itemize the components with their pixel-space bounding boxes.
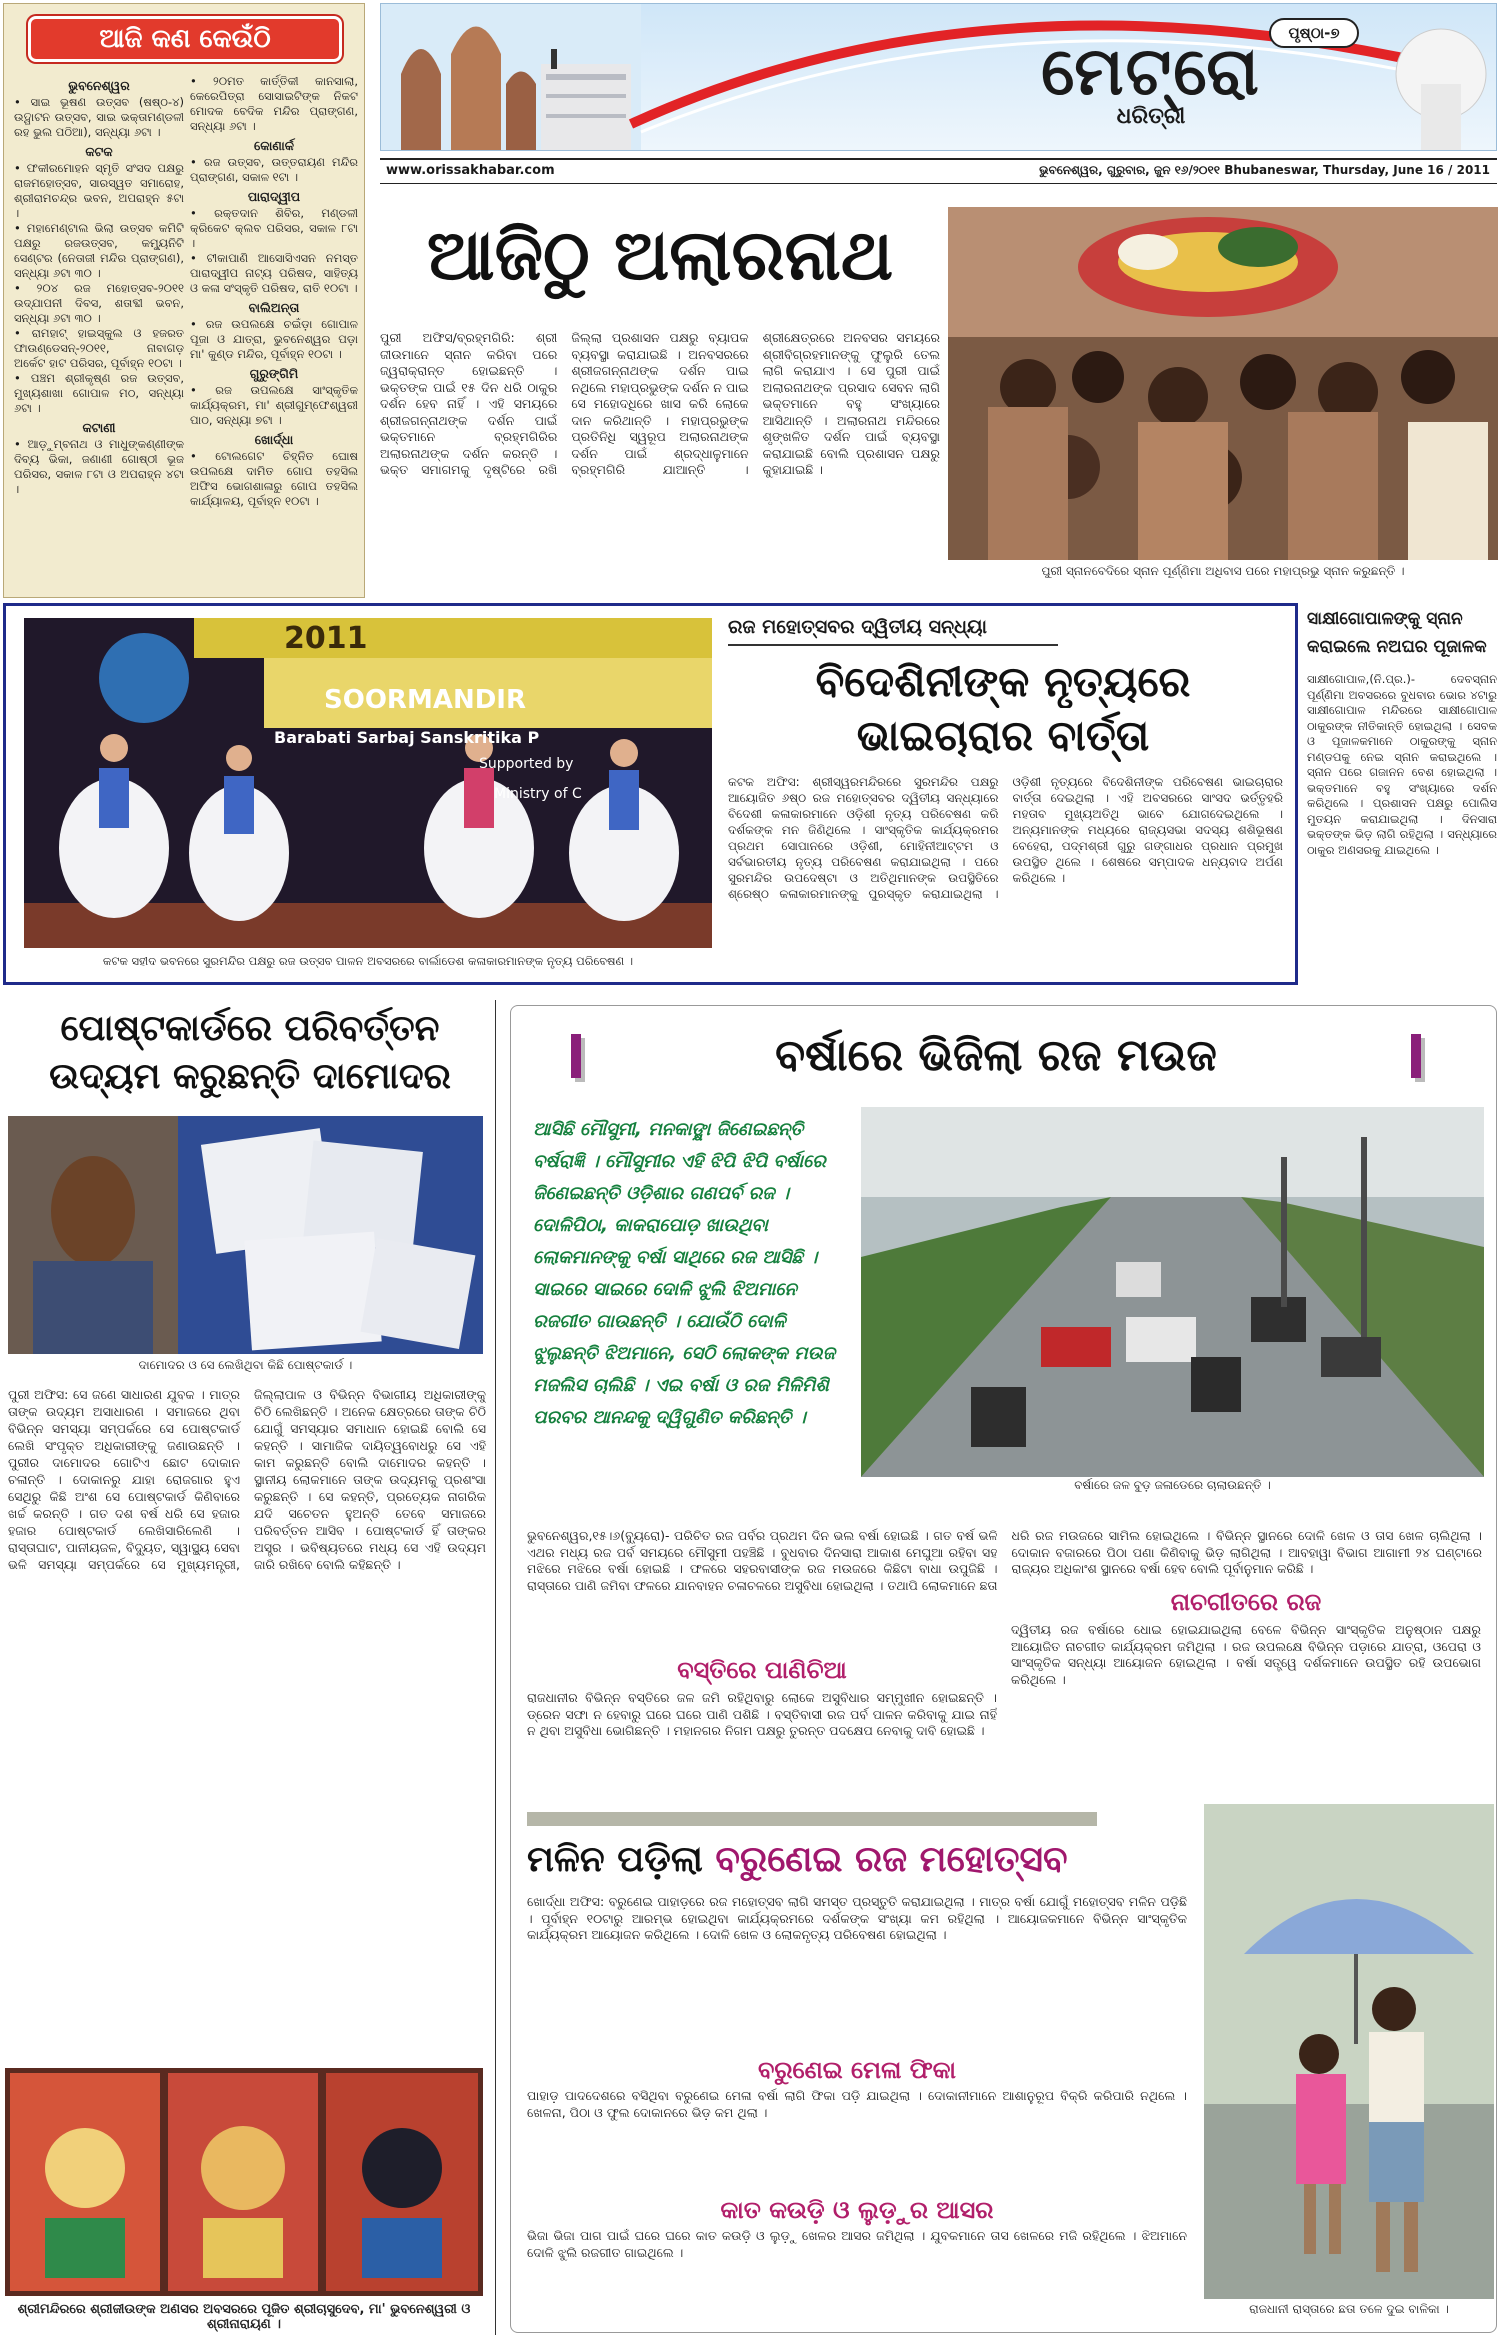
rain-body: ଭୁବନେଶ୍ୱର,୧୫।୬(ବ୍ୟୁରୋ)- ପରିଚିତ ରଜ ପର୍ବର ପ୍ରଥମ ଦିନ ଭଲ ବର୍ଷା ହୋଇଛି । ଗତ ବର୍ଷ ଭଳି ଏଥର ମଧ୍ୟ ରଜ ପର୍ବ ସମୟରେ ମୌସୁମୀ ପହଞ୍ଚିଛି । ବୁଧବାର ଦିନସାରା ଆକାଶ ମେଘୁଆ ରହିବା ସହ ମଝିରେ ମଝିରେ ବର୍ଷା ହୋଇଛି । ଫଳରେ ସହରବାସୀଙ୍କ ରଜ ମଉଜରେ କିଛିଟା ବାଧା ଉପୁଜିଛି । ରାସ୍ତାରେ ପାଣି ଜମିବା ଫଳରେ ଯାନବାହନ ଚଳାଚଳରେ ଅସୁବିଧା ହୋଇଥିଲା । ତଥାପି ଲୋକମାନେ ଛତା ଧରି ରଜ ମଉଜରେ ସାମିଲ ହୋଇଥିଲେ । ବିଭିନ୍ନ ସ୍ଥାନରେ ଦୋଳି ଖେଳ ଓ ତାସ ଖେଳ ଚାଲିଥିଲା । ଦୋକାନ ବଜାରରେ ପିଠା ପଣା କିଣିବାକୁ ଭିଡ଼ ଲାଗିଥିଲା । ଆବହାୱା ବିଭାଗ ଆଗାମୀ ୨୪ ଘଣ୍ଟାରେ ରାଜ୍ୟର ଅଧିକାଂଶ ସ୍ଥାନରେ ବର୍ଷା ହେବ ବୋଲି ପୂର୍ବାନୁମାନ କରିଛି । bbox=[527, 1528, 1482, 1593]
rainy-road-illustration bbox=[861, 1107, 1484, 1477]
lead-photo bbox=[948, 207, 1498, 560]
dance-photo bbox=[24, 618, 712, 948]
masthead-title: ମେଟ୍ରୋ bbox=[1041, 33, 1261, 110]
dance-kicker: ରଜ ମହୋତ୍ସବର ଦ୍ୱିତୀୟ ସନ୍ଧ୍ୟା bbox=[728, 616, 1058, 646]
events-box bbox=[3, 3, 365, 598]
postcard-headline bbox=[5, 1005, 495, 1105]
barunei-subhead-kata: କାତ କଉଡ଼ି ଓ ଲୁଡ଼ୁର ଆସର bbox=[720, 2196, 994, 2224]
lead-headline: ଆଜିଠୁ ଅଲାରନାଥ bbox=[426, 214, 894, 296]
page-number-badge bbox=[1269, 18, 1359, 48]
events-title-text: ଆଜି କଣ କେଉଁଠି bbox=[99, 24, 271, 54]
postcard-photo-caption: ଦାମୋଦର ଓ ସେ ଲେଖିଥିବା କିଛି ପୋଷ୍ଟକାର୍ଡ । bbox=[138, 1358, 353, 1372]
events-title bbox=[28, 16, 342, 62]
events-entry: • ରଜ ଉପଲକ୍ଷେ ଚଇଁଡ଼ା ଗୋପାଳ ପୂଜା ଓ ଯାତ୍ରା, ଭୁବନେଶ୍ୱର ପଡ଼ା ମା' କୁଣ୍ଡ ମନ୍ଦିର, ପୂର୍ବାହ୍ନ ୧୦ଟା । bbox=[190, 317, 358, 361]
barunei-headline-a: ମଳିନ ପଡ଼ିଲା bbox=[527, 1839, 703, 1880]
lead-photo-caption: ପୁରୀ ସ୍ନାନବେଦିରେ ସ୍ନାନ ପୂର୍ଣ୍ଣିମା ଅଧିବାସ ପରେ ମହାପ୍ରଭୁ ସ୍ନାନ କରୁଛନ୍ତି । bbox=[1041, 564, 1405, 578]
postcard-body: ପୁରୀ ଅଫିସ: ସେ ଜଣେ ସାଧାରଣ ଯୁବକ । ମାତ୍ର ତାଙ୍କ ଉଦ୍ୟମ ଅସାଧାରଣ । ସମାଜରେ ଥିବା ବିଭିନ୍ନ ସମସ୍ୟା ସମ୍ପର୍କରେ ସେ ପୋଷ୍ଟକାର୍ଡ ଲେଖି ସଂପୃକ୍ତ ଅଧିକାରୀଙ୍କୁ ଜଣାଉଛନ୍ତି । ପୁରୀର ଦାମୋଦର ଗୋଟିଏ ଛୋଟ ଦୋକାନ ଚଳାନ୍ତି । ଦୋକାନରୁ ଯାହା ରୋଜଗାର ହୁଏ ସେଥିରୁ କିଛି ଅଂଶ ସେ ପୋଷ୍ଟକାର୍ଡ କିଣିବାରେ ଖର୍ଚ୍ଚ କରନ୍ତି । ଗତ ଦଶ ବର୍ଷ ଧରି ସେ ହଜାର ହଜାର ପୋଷ୍ଟକାର୍ଡ ଲେଖିସାରିଲେଣି । ରାସ୍ତାଘାଟ, ପାନୀୟଜଳ, ବିଦ୍ୟୁତ, ସ୍ୱାସ୍ଥ୍ୟ ସେବା ଭଳି ସମସ୍ୟା ସମ୍ପର୍କରେ ସେ ମୁଖ୍ୟମନ୍ତ୍ରୀ, ଜିଲ୍ଲାପାଳ ଓ ବିଭିନ୍ନ ବିଭାଗୀୟ ଅଧିକାରୀଙ୍କୁ ଚିଠି ଲେଖିଛନ୍ତି । ଅନେକ କ୍ଷେତ୍ରରେ ତାଙ୍କ ଚିଠି ଯୋଗୁଁ ସମସ୍ୟାର ସମାଧାନ ହୋଇଛି ବୋଲି ସେ କହନ୍ତି । ସାମାଜିକ ଦାୟିତ୍ୱବୋଧରୁ ସେ ଏହି କାମ କରୁଛନ୍ତି ବୋଲି ଦାମୋଦର କହନ୍ତି । ସ୍ଥାନୀୟ ଲୋକମାନେ ତାଙ୍କ ଉଦ୍ୟମକୁ ପ୍ରଶଂସା କରୁଛନ୍ତି । ସେ କହନ୍ତି, ପ୍ରତ୍ୟେକ ନାଗରିକ ଯଦି ସଚେତନ ହୁଅନ୍ତି ତେବେ ସମାଜରେ ପରିବର୍ତ୍ତନ ଆସିବ । ପୋଷ୍ଟକାର୍ଡ ହିଁ ତାଙ୍କର ଅସ୍ତ୍ର । ଭବିଷ୍ୟତରେ ମଧ୍ୟ ସେ ଏହି ଉଦ୍ୟମ ଜାରି ରଖିବେ ବୋଲି କହିଛନ୍ତି । bbox=[8, 1387, 486, 1572]
events-city-heading: କଟକ bbox=[85, 144, 113, 159]
column-divider bbox=[495, 1000, 496, 2335]
events-city-heading: ଗୁରୁଙ୍ଗିମି bbox=[249, 366, 299, 381]
dance-headline-line2: ଭାଇଚାରାର ବାର୍ତ୍ତା bbox=[856, 711, 1150, 760]
sakshigopal-headline-line2: କରାଇଲେ ନଅଘର ପୂଜାଳକ bbox=[1307, 637, 1487, 657]
postcard-headline-line2: ଉଦ୍ୟମ କରୁଛନ୍ତି ଦାମୋଦର bbox=[49, 1056, 451, 1097]
events-city-heading: କଟାଣୀ bbox=[82, 420, 116, 435]
rain-photo bbox=[861, 1107, 1484, 1477]
dance-story-box bbox=[3, 603, 1298, 985]
rain-nacha-body: ଦ୍ୱିତୀୟ ରଜ ବର୍ଷାରେ ଧୋଇ ହୋଇଯାଇଥିଲା ବେଳେ ବିଭିନ୍ନ ସାଂସ୍କୃତିକ ଅନୁଷ୍ଠାନ ପକ୍ଷରୁ ଆୟୋଜିତ ନାଚଗୀତ କାର୍ଯ୍ୟକ୍ରମ ଜମିଥିଲା । ରଜ ଉପଲକ୍ଷେ ବିଭିନ୍ନ ପଡ଼ାରେ ଯାତ୍ରା, ଓପେରା ଓ ସାଂସ୍କୃତିକ ସନ୍ଧ୍ୟା ଆୟୋଜନ ହୋଇଥିଲା । ବର୍ଷା ସତ୍ତ୍ୱେ ଦର୍ଶକମାନେ ଉପସ୍ଥିତ ରହି ଉପଭୋଗ କରିଥିଲେ । bbox=[1011, 1622, 1481, 1687]
rain-photo-caption: ବର୍ଷାରେ ଜଳ ବୁଡ଼ ଜଳାଡେରେ ଚାଲାଉଛନ୍ତି । bbox=[1074, 1478, 1271, 1492]
events-city-heading: ଖୋର୍ଦ୍ଧା bbox=[254, 432, 294, 447]
page-number-label: ପୃଷ୍ଠା-୭ bbox=[1288, 24, 1340, 42]
rain-headline-bar-right bbox=[1411, 1034, 1421, 1078]
sakshigopal-headline-line1: ସାକ୍ଷୀଗୋପାଳଙ୍କୁ ସ୍ନାନ bbox=[1307, 609, 1463, 629]
damodar-postcards-illustration bbox=[8, 1116, 483, 1354]
masthead-subtitle: ଧରିତ୍ରୀ bbox=[1116, 104, 1186, 129]
events-entry: • ରଜ ଉତ୍ସବ, ଉତ୍ତରାୟଣ ମନ୍ଦିର ପ୍ରାଙ୍ଗଣ, ସକାଳ ୧ଟା । bbox=[190, 155, 358, 184]
masthead-banner bbox=[380, 3, 1497, 151]
events-col-2 bbox=[190, 74, 358, 594]
events-city-heading: ଭୁବନେଶ୍ୱର bbox=[68, 78, 130, 93]
umbrella-photo bbox=[1204, 1804, 1494, 2299]
events-col-1 bbox=[14, 74, 184, 594]
lead-body: ପୁରୀ ଅଫିସ/ବ୍ରହ୍ମଗିରି: ଶ୍ରୀ ଜୀଉମାନେ ସ୍ନାନ କରିବା ପରେ ଜ୍ୱରାକ୍ରାନ୍ତ ହୋଇଛନ୍ତି । ଭକ୍ତଙ୍କ ପାଇଁ ୧୫ ଦିନ ଧରି ଠାକୁର ଦର୍ଶନ ହେବ ନାହିଁ । ଏହି ସମୟରେ ଶ୍ରୀଜଗନ୍ନାଥଙ୍କ ଦର୍ଶନ ପାଇଁ ଭକ୍ତମାନେ ବ୍ରହ୍ମଗିରିର ଅଲାରନାଥଙ୍କ ଦର୍ଶନ କରନ୍ତି । ଭକ୍ତ ସମାଗମକୁ ଦୃଷ୍ଟିରେ ରଖି ଜିଲ୍ଲା ପ୍ରଶାସନ ପକ୍ଷରୁ ବ୍ୟାପକ ବ୍ୟବସ୍ଥା କରାଯାଇଛି । ଅନବସରରେ ଶ୍ରୀଜଗନ୍ନାଥଙ୍କ ଦର୍ଶନ ପାଇ ନଥିଲେ ମହାପ୍ରଭୁଙ୍କ ଦର୍ଶନ ନ ପାଇ ସେ ମହୋଦଧିରେ ଖାସ କରି ଲୋକେ ଦାନ କରିଥାନ୍ତି । ମହାପ୍ରଭୁଙ୍କ ପ୍ରତିନିଧି ସ୍ୱରୂପ ଅଲାରନାଥଙ୍କ ଦର୍ଶନ ପାଇଁ ଶ୍ରଦ୍ଧାଳୁମାନେ ବ୍ରହ୍ମଗିରି ଯାଆନ୍ତି । ଶ୍ରୀକ୍ଷେତ୍ରରେ ଅନବସର ସମୟରେ ଶ୍ରୀବିଗ୍ରହମାନଙ୍କୁ ଫୁଲୁରି ତେଲ ଲାଗି କରାଯାଏ । ସେ ପୁରୀ ପାଇଁ ଅଲାରନାଥଙ୍କ ପ୍ରସାଦ ସେବନ ଲାଗି ଭକ୍ତମାନେ ବହୁ ସଂଖ୍ୟାରେ ଆସିଥାନ୍ତି । ଅଲାରନାଥ ମନ୍ଦିରରେ ଶୃଙ୍ଖଳିତ ଦର୍ଶନ ପାଇଁ ବ୍ୟବସ୍ଥା କରାଯାଇଛି ବୋଲି ପ୍ରଶାସନ ପକ୍ଷରୁ କୁହାଯାଇଛି । bbox=[380, 330, 940, 477]
events-entry: • ଟୋଲଗେଟ ଚିହ୍ନିତ ଘୋଷ ଉପଲକ୍ଷେ ଦାମିତ ଗୋପ ତହସିଲ ଅଫିସ ଭୋଗଶାଳାରୁ ଗୋପ ତହସିଲ କାର୍ଯ୍ୟାଳୟ, ପୂର୍ବାହ୍ନ ୧୦ଟା । bbox=[190, 449, 358, 508]
events-entry: • ରକ୍ତଦାନ ଶିବିର, ମଣ୍ଡଳୀ କ୍ରିକେଟ କ୍ଲବ ପରିସର, ସକାଳ ୮ଟା । • ଟୀକାପାଣି ଆସୋସିଏସନ ନମସ୍ତ ପାରାଦ୍ୱୀପ ନାଟ୍ୟ ପରିଷଦ, ସାହିତ୍ୟ ଓ କଳା ସଂସ୍କୃତି ପରିଷଦ, ରାତି ୧୦ଟା । bbox=[190, 206, 358, 295]
stage-year: 2011 bbox=[284, 621, 368, 656]
events-city-heading: ବାଲିଅନ୍ତା bbox=[248, 300, 300, 315]
dateline-odia: ଭୁବନେଶ୍ୱର, ଗୁରୁବାର, ଜୁନ ୧୬/୨୦୧୧ bbox=[1039, 163, 1220, 177]
barunei-subhead-mela: ବରୁଣେଇ ମେଳା ଫିକା bbox=[757, 2056, 956, 2084]
sakshigopal-body: ସାକ୍ଷୀଗୋପାଳ,(ନି.ପ୍ର.)- ଦେବସ୍ନାନ ପୂର୍ଣ୍ଣିମା ଅବସରରେ ବୁଧବାର ଭୋର ୪ଟାରୁ ସାକ୍ଷୀଗୋପାଳ ମନ୍ଦିରରେ ସାକ୍ଷୀଗୋପାଳ ଠାକୁରଙ୍କ ନୀତିକାନ୍ତି ହୋଇଥିଲା । ସେବକ ଓ ପୂଜାଳକମାନେ ଠାକୁରଙ୍କୁ ସ୍ନାନ ମଣ୍ଡପକୁ ନେଇ ସ୍ନାନ କରାଇଥିଲେ । ସ୍ନାନ ପରେ ଗଜାନନ ବେଶ ହୋଇଥିଲା । ଭକ୍ତମାନେ ବହୁ ସଂଖ୍ୟାରେ ଦର୍ଶନ କରିଥିଲେ । ପ୍ରଶାସନ ପକ୍ଷରୁ ପୋଲିସ ମୁତୟନ କରାଯାଇଥିଲା । ଦିନସାରା ଭକ୍ତଙ୍କ ଭିଡ଼ ଲାଗି ରହିଥିଲା । ସନ୍ଧ୍ୟାରେ ଠାକୁର ଅଣସରକୁ ଯାଇଥିଲେ । bbox=[1307, 672, 1497, 857]
dateline-english: Bhubaneswar, Thursday, June 16 / 2011 bbox=[1224, 163, 1490, 177]
dancers-illustration bbox=[24, 618, 712, 948]
dateline-bar bbox=[380, 158, 1497, 184]
rain-headline-bar-left bbox=[571, 1034, 581, 1078]
events-entry: • ରଜ ଉପଲକ୍ଷେ ସାଂସ୍କୃତିକ କାର୍ଯ୍ୟକ୍ରମ, ମା' ଶ୍ରୀଗୁମ୍ଫେଶ୍ୱରୀ ପାଠ, ସନ୍ଧ୍ୟା ୭ଟା । bbox=[190, 383, 358, 427]
website-url[interactable]: www.orissakhabar.com bbox=[386, 163, 555, 178]
dance-body: କଟକ ଅଫିସ: ଶ୍ରୀସ୍ୱରମନ୍ଦିରରେ ସୁରମନ୍ଦିର ପକ୍ଷରୁ ଆୟୋଜିତ ୬ଷ୍ଠ ରଜ ମହୋତ୍ସବର ଦ୍ୱିତୀୟ ସନ୍ଧ୍ୟାରେ ବିଦେଶୀ କଳାକାରମାନେ ଓଡ଼ିଶୀ ନୃତ୍ୟ ପରିବେଷଣ କରି ଦର୍ଶକଙ୍କ ମନ ଜିଣିଥିଲେ । ସାଂସ୍କୃତିକ କାର୍ଯ୍ୟକ୍ରମର ପ୍ରଥମ ସୋପାନରେ ଓଡ଼ିଶୀ, ମୋହିନୀଆଟ୍ଟମ ଓ ସର୍ବଭାରତୀୟ ନୃତ୍ୟ ପରିବେଷଣ କରାଯାଇଥିଲା । ପରେ ସୁରମନ୍ଦିର ଉପଦେଷ୍ଟା ଓ ଅତିଥିମାନଙ୍କ ଉପସ୍ଥିତିରେ ଶ୍ରେଷ୍ଠ କଳାକାରମାନଙ୍କୁ ପୁରସ୍କୃତ କରାଯାଇଥିଲା । ଓଡ଼ିଶୀ ନୃତ୍ୟରେ ବିଦେଶିନୀଙ୍କ ପରିବେଷଣ ଭାଇଚାରାର ବାର୍ତ୍ତା ଦେଇଥିଲା । ଏହି ଅବସରରେ ସାଂସଦ ଭର୍ତ୍ତୃହରି ମହତାବ ମୁଖ୍ୟଅତିଥି ଭାବେ ଯୋଗଦେଇଥିଲେ । ଅନ୍ୟମାନଙ୍କ ମଧ୍ୟରେ ରାଜ୍ୟସଭା ସଦସ୍ୟ ଶଶିଭୂଷଣ ବେହେରା, ପଦ୍ମଶ୍ରୀ ଗୁରୁ ଗଙ୍ଗାଧର ପ୍ରଧାନ ପ୍ରମୁଖ ଉପସ୍ଥିତ ଥିଲେ । ଶେଷରେ ସମ୍ପାଦକ ଧନ୍ୟବାଦ ଅର୍ପଣ କରିଥିଲେ । bbox=[728, 775, 1283, 901]
girls-umbrella-illustration bbox=[1204, 1804, 1494, 2299]
events-entry: • ଫକୀରମୋହନ ସ୍ମୃତି ସଂସଦ ପକ୍ଷରୁ ରାଜମହୋତ୍ସବ, ସାରସ୍ୱତ ସମାରୋହ, ଶ୍ରୀରାମଚନ୍ଦ୍ର ଭବନ, ଅପରାହ୍ନ ୫ଟା । • ମହାମେଣ୍ଟାଲ ଭିଲା ଉତ୍ସବ କମିଟି ପକ୍ଷରୁ ରଜଉତ୍ସବ, କମ୍ୟୁନିଟି ସେଣ୍ଟର (ନେତାଜୀ ମନ୍ଦିର ପ୍ରାଙ୍ଗଣ), ସନ୍ଧ୍ୟା ୬ଟା ୩୦ । • ୨୦୪ ରଜ ମହୋତ୍ସବ-୨୦୧୧ ଉଦ୍ଯାପନୀ ଦିବସ, ଶତାବ୍ଦୀ ଭବନ, ସନ୍ଧ୍ୟା ୬ଟା ୩୦ । • ରାମହାଟ୍ ହାଇସ୍କୁଲ ଓ ହଜରତ ଫାଉଣ୍ଡେସନ୍-୨୦୧୧, ନାବାଗଡ଼ ଅର୍କେଟ ହାଟ ପରିସର, ପୂର୍ବାହ୍ନ ୧୦ଟା । • ପଞ୍ଚମ ଶ୍ରୀକୃଷ୍ଣ ରଜ ଉତ୍ସବ, ମୁଖ୍ୟଶାଖା ଗୋପାଳ ମଠ, ସନ୍ଧ୍ୟା ୬ଟା । bbox=[14, 161, 184, 415]
stage-banner: SOORMANDIR bbox=[324, 685, 526, 715]
rain-subhead-basti: ବସ୍ତିରେ ପାଣିଚିଆ bbox=[677, 1656, 847, 1684]
stage-line: Barabati Sarbaj Sanskritika P bbox=[274, 728, 540, 747]
dateline bbox=[940, 163, 1490, 183]
deity-art-caption: ଶ୍ରୀମନ୍ଦିରରେ ଶ୍ରୀଜୀଉଙ୍କ ଅଣସର ଅବସରରେ ପୂଜିତ ଶ୍ରୀଚାସୁଦେବ, ମା' ଭୁବନେଶ୍ୱରୀ ଓ ଶ୍ରୀନାରାୟଣ । bbox=[17, 2302, 471, 2332]
events-entry: • ୨୦ମତ କାର୍ତ୍ତିକୀ କାନସାଲା, କେରେପିତ୍ରା ସୋସାଇଟିଙ୍କ ନିକଟ ମୋଦକ ବେଦିକ ମନ୍ଦିର ପ୍ରାଙ୍ଗଣ, ସନ୍ଧ୍ୟା ୬ଟା । bbox=[190, 74, 358, 133]
barunei-headline bbox=[527, 1836, 1097, 1884]
rain-basti-body: ରାଜଧାନୀର ବିଭିନ୍ନ ବସ୍ତିରେ ଜଳ ଜମି ରହିଥିବାରୁ ଲୋକେ ଅସୁବିଧାର ସମ୍ମୁଖୀନ ହୋଇଛନ୍ତି । ଡ୍ରେନ ସଫା ନ ହେବାରୁ ଘରେ ଘରେ ପାଣି ପଶିଛି । ବସ୍ତିବାସୀ ରଜ ପର୍ବ ପାଳନ କରିବାକୁ ଯାଇ ନାହିଁ ନ ଥିବା ଅସୁବିଧା ଭୋଗିଛନ୍ତି । ମହାନଗର ନିଗମ ପକ୍ଷରୁ ତୁରନ୍ତ ପଦକ୍ଷେପ ନେବାକୁ ଦାବି ହୋଇଛି । bbox=[527, 1690, 997, 1738]
rain-headline: ବର୍ଷାରେ ଭିଜିଲା ରଜ ମଉଜ bbox=[775, 1030, 1217, 1081]
stage-ministry: Ministry of C bbox=[494, 786, 582, 802]
rain-intro: ଆସିଛି ମୌସୁମୀ, ମନକାଙ୍କ୍ଷା ଜିଣେଇଛନ୍ତି ବର୍ଷରାଜ୍ଞି । ମୌସୁମୀର ଏହି ଝିପି ଝିପି ବର୍ଷାରେ ଜିଣେଇଛନ୍ତି ଓଡ଼ିଶାର ଗଣପର୍ବ ରଜ । ଦୋଳିପିଠା, କାକରାପୋଡ଼ ଖାଉଥିବା ଲୋକମାନଙ୍କୁ ବର୍ଷା ସାଥିରେ ରଜ ଆସିଛି । ସାଇରେ ସାଇରେ ଦୋଳି ଝୁଲି ଝିଅମାନେ ରଜଗୀତ ଗାଉଛନ୍ତି । ଯୋଉଁଠି ଦୋଳି ଝୁଲୁଛନ୍ତି ଝିଅମାନେ, ସେଠି ଲୋକଙ୍କ ମଉଜ ମଜଲିସ ଚାଲିଛି । ଏଇ ବର୍ଷା ଓ ରଜ ମିଳିମିଶି ପରବର ଆନନ୍ଦକୁ ଦ୍ୱିଗୁଣିତ କରିଛନ୍ତି । bbox=[533, 1119, 836, 1428]
barunei-divider bbox=[527, 1812, 1097, 1826]
barunei-headline-b: ବରୁଣେଇ ରଜ ମହୋତ୍ସବ bbox=[715, 1839, 1068, 1880]
postcard-photo bbox=[8, 1116, 483, 1354]
stage-supported: Supported by bbox=[479, 756, 574, 772]
dance-headline-line1: ବିଦେଶିନୀଙ୍କ ନୃତ୍ୟରେ bbox=[815, 657, 1191, 706]
postcard-headline-line1: ପୋଷ୍ଟକାର୍ଡରେ ପରିବର୍ତ୍ତନ bbox=[60, 1008, 440, 1049]
snana-crowd-illustration bbox=[948, 207, 1498, 560]
rain-subhead-nacha: ନାଚଗୀତରେ ରଜ bbox=[1170, 1588, 1322, 1616]
dance-photo-caption: କଟକ ସହୀଦ ଭବନରେ ସୁରମନ୍ଦିର ପକ୍ଷରୁ ରଜ ଉତ୍ସବ ପାଳନ ଅବସରରେ ବାର୍ଲାଡେଶ କଳାକାରମାନଙ୍କ ନୃତ୍ୟ ପରିବେଷଣ । bbox=[102, 954, 634, 968]
deity-art-photo bbox=[5, 2068, 483, 2296]
sakshigopal-headline bbox=[1307, 605, 1497, 667]
barunei-body: ଖୋର୍ଦ୍ଧା ଅଫିସ: ବରୁଣେଇ ପାହାଡ଼ରେ ରଜ ମହୋତ୍ସବ ଲାଗି ସମସ୍ତ ପ୍ରସ୍ତୁତି କରାଯାଇଥିଲା । ମାତ୍ର ବର୍ଷା ଯୋଗୁଁ ମହୋତ୍ସବ ମଳିନ ପଡ଼ିଛି । ପୂର୍ବାହ୍ନ ୧୦ଟାରୁ ଆରମ୍ଭ ହୋଇଥିବା କାର୍ଯ୍ୟକ୍ରମରେ ଦର୍ଶକଙ୍କ ସଂଖ୍ୟା କମ ରହିଥିଲା । ଆୟୋଜକମାନେ ବିଭିନ୍ନ ସାଂସ୍କୃତିକ କାର୍ଯ୍ୟକ୍ରମ ଆୟୋଜନ କରିଥିଲେ । ଦୋଳି ଖେଳ ଓ ଲୋକନୃତ୍ୟ ପରିବେଷଣ ହୋଇଥିଲା । bbox=[527, 1894, 1187, 1942]
events-city-heading: ପାରାଦ୍ୱୀପ bbox=[247, 189, 301, 204]
umbrella-photo-caption: ରାଜଧାନୀ ରାସ୍ତାରେ ଛତା ତଳେ ଦୁଇ ବାଳିକା । bbox=[1249, 2302, 1449, 2316]
deity-paintings-illustration bbox=[5, 2068, 483, 2296]
rain-story-box bbox=[510, 1005, 1497, 2333]
events-city-heading: କୋଣାର୍କ bbox=[254, 138, 294, 153]
barunei-kata-body: ଭିଜା ଭିଜା ପାଗ ପାଇଁ ଘରେ ଘରେ କାତ କଉଡ଼ି ଓ ଲୁଡ଼ୁ ଖେଳର ଆସର ଜମିଥିଲା । ଯୁବକମାନେ ତାସ ଖେଳରେ ମଜି ରହିଥିଲେ । ଝିଅମାନେ ଦୋଳି ଝୁଲି ରଜଗୀତ ଗାଇଥିଲେ । bbox=[527, 2228, 1187, 2260]
events-entry: • ସାଇ ଭୂଷଣ ଉତ୍ସବ (ଷଷ୍ଠ-୪) ଉଦ୍ଘାଟନ ଉତ୍ସବ, ସାଇ ଭକ୍ତାମଣ୍ଡଳୀ ରହ ଭୁଲ ପଠିଆ), ସନ୍ଧ୍ୟା ୬ଟା । bbox=[14, 95, 184, 139]
events-entry: • ଆଡ଼ୁମ୍ବନାଥ ଓ ମାଧୁଙ୍କଣ୍ଣୀଙ୍କ ଦିବ୍ୟ ଭିକା, ଜଣାଣୀ ଗୋଷ୍ଠୀ ଭୂଜ ପରିସର, ସକାଳ ୮ଟା ଓ ଅପରାହ୍ନ ୪ଟା । bbox=[14, 437, 184, 496]
barunei-mela-body: ପାହାଡ଼ ପାଦଦେଶରେ ବସିଥିବା ବରୁଣେଇ ମେଳା ବର୍ଷା ଲାଗି ଫିକା ପଡ଼ି ଯାଇଥିଲା । ଦୋକାନୀମାନେ ଆଶାନୁରୂପ ବିକ୍ରି କରିପାରି ନଥିଲେ । ଖେଳନା, ପିଠା ଓ ଫୁଲ ଦୋକାନରେ ଭିଡ଼ କମ ଥିଲା । bbox=[527, 2088, 1187, 2120]
